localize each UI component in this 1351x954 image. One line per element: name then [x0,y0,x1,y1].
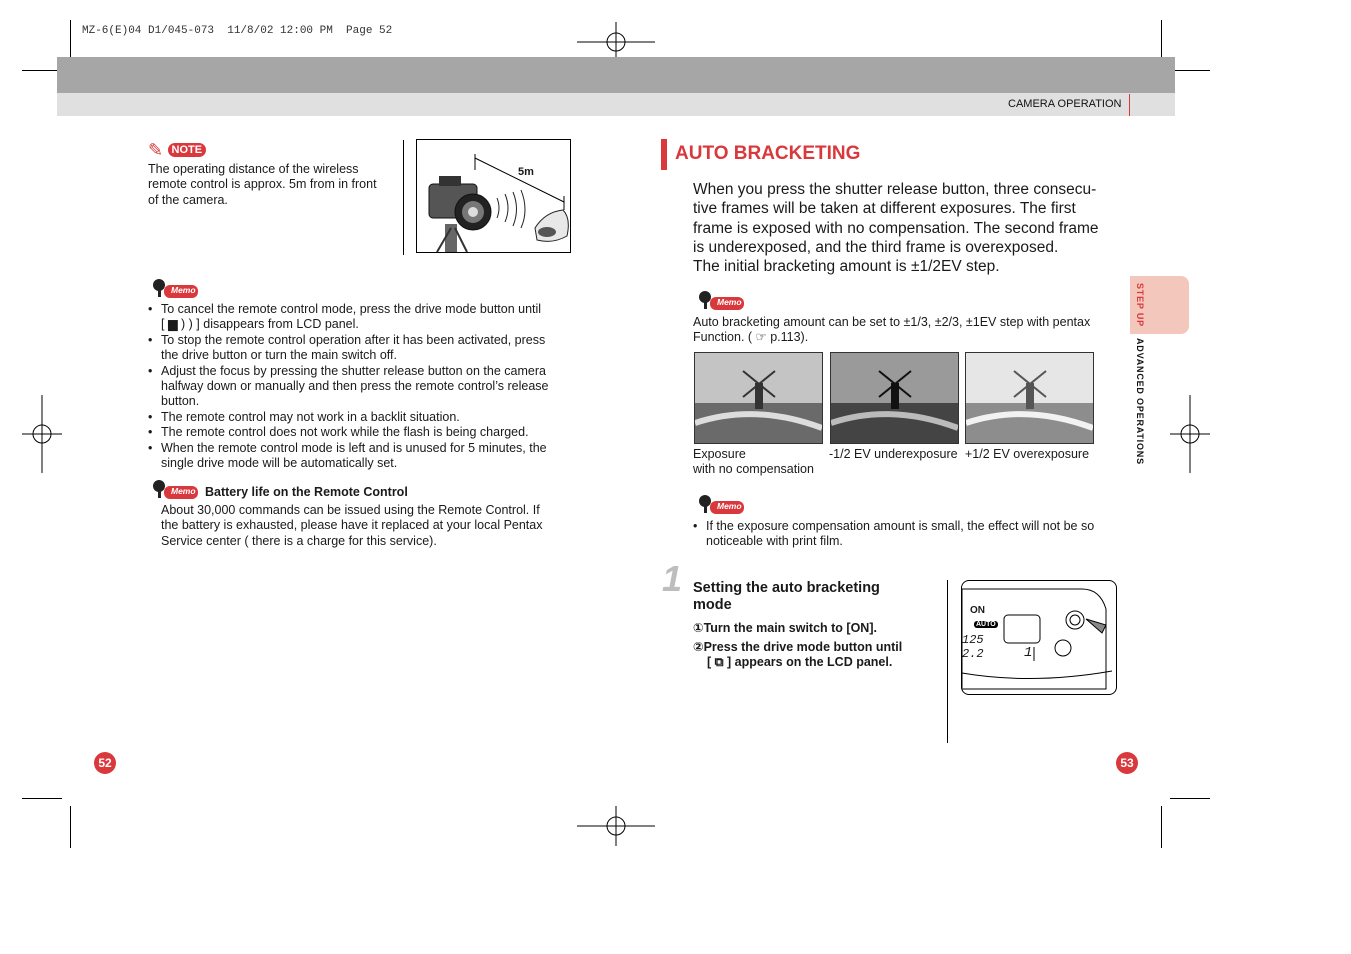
text-line: When you press the shutter release button, three consecu- [693,181,1097,198]
memo1-list [148,302,568,471]
text-line: the drive button or turn the main switch off. [161,348,398,363]
lcd-auto-label: AUTO [976,621,996,628]
text-line: Exposure [693,447,746,461]
windmill-image [966,353,1093,443]
lcd-shutter: 125 [962,633,984,647]
registration-mark-left [22,395,62,473]
list-item [148,441,568,472]
crop-mark [1161,20,1162,62]
header-bar [57,57,1175,93]
text-line: frame is exposed with no compensation. The second frame [693,219,1099,237]
text-line: is underexposed, and the third frame is overexposed. [693,238,1059,256]
text-line: ②Press the drive mode button until [693,640,903,654]
crop-mark [1161,806,1162,848]
text-line: • When the remote control mode is left and is unused for 5 minutes, the [161,440,547,455]
crop-mark [1170,70,1210,71]
photo-caption: +1/2 EV overexposure [965,447,1090,461]
distance-label: 5m [518,166,534,178]
text-line: • To stop the remote control operation after it has been activated, press [161,332,546,347]
memo-icon [696,289,746,311]
note-label: NOTE [168,143,207,157]
step-sub2 [693,640,902,670]
list-item [148,425,568,440]
step-sub1: ①Turn the main switch to [ON]. [693,621,877,635]
crop-mark [22,70,62,71]
windmill-image [695,353,822,443]
photo-underexposure [830,352,959,444]
step-number: 1 [662,558,683,599]
memo2-title: Battery life on the Remote Control [205,485,408,499]
text-line: of the camera. [148,192,228,207]
registration-mark-top [577,22,655,62]
photo-caption: -1/2 EV underexposure [829,447,958,461]
text-line: Service center ( there is a charge for this service). [161,533,437,548]
text-line: single drive mode will be automatically set. [161,456,398,471]
list-item [693,519,1123,550]
text-line: The initial bracketing amount is ±1/2EV step. [693,258,1000,276]
camera-top-drawing [962,581,1116,694]
text-line: with no compensation [693,462,814,476]
note-badge [148,140,206,160]
section-divider [1129,94,1130,116]
registration-mark-right [1170,395,1210,473]
page-number-left: 52 [94,752,116,774]
paperclip-icon: ✎ [148,140,164,160]
step-title [693,580,880,614]
intro-text [693,180,1123,276]
lcd-on-label: ON [970,605,985,616]
lcd-frame: 1 [1024,645,1033,661]
text-line: Function. ( ☞ p.113). [693,330,809,345]
crop-mark [70,20,71,62]
section-label: CAMERA OPERATION [1008,98,1122,110]
photo-overexposure [965,352,1094,444]
remote-illustration [416,139,571,253]
memo-label: Memo [171,285,196,295]
memo-label: Memo [171,486,196,496]
text-line: remote control is approx. 5m from in front [148,177,377,192]
camera-remote-drawing [417,140,570,252]
lcd-illustration [961,580,1117,695]
column-rule [403,140,404,255]
print-slug: MZ-6(E)04 D1/045-073 11/8/02 12:00 PM Page 52 [82,25,393,37]
memo-icon [150,277,200,299]
list-item [148,333,568,364]
title-accent-bar [661,139,667,170]
windmill-image [831,353,958,443]
text-line: • To cancel the remote control mode, press the drive mode button until [161,302,542,316]
text-line: [ ▆ ) ) ] disappears from LCD panel. [161,317,359,332]
text-line: • Adjust the focus by pressing the shutter release button on the camera [161,363,546,378]
crop-mark [1170,798,1210,799]
text-line: tive frames will be taken at different exposures. The first [693,200,1076,218]
text-line: the battery is exhausted, please have it replaced at your local Pentax [161,518,543,533]
memo-bracketing-text [693,315,1123,346]
list-item [148,302,568,333]
memo-print-film [693,519,1123,550]
text-line: [ ⧉ ] appears on the LCD panel. [707,655,893,669]
text-line: • If the exposure compensation amount is small, the effect will not be so [706,519,1095,533]
text-line: • The remote control does not work while the flash is being charged. [161,425,529,440]
column-rule [947,580,948,743]
side-section-label: ADVANCED OPERATIONS [1135,338,1145,465]
note-text [148,162,398,208]
photo-no-compensation [694,352,823,444]
text-line: The operating distance of the wireless [148,162,359,176]
memo-icon [150,478,200,500]
lcd-aperture: 2.2 [962,647,984,661]
text-line: halfway down or manually and then press the remote control’s release [161,379,549,394]
memo-icon [696,493,746,515]
text-line: Auto bracketing amount can be set to ±1/3, ±2/3, ±1EV step with pentax [693,315,1091,329]
page-title: AUTO BRACKETING [675,143,861,164]
side-tab-label: STEP UP [1135,283,1145,327]
memo2-text [161,503,571,549]
list-item [148,364,568,410]
registration-mark-bottom [577,806,655,846]
list-item [148,410,568,425]
text-line: • The remote control may not work in a backlit situation. [161,409,460,424]
memo-label: Memo [717,297,742,307]
text-line: mode [693,597,732,613]
crop-mark [70,806,71,848]
page-number-right: 53 [1116,752,1138,774]
memo-label: Memo [717,501,742,511]
text-line: About 30,000 commands can be issued using the Remote Control. If [161,503,540,517]
photo-caption [693,447,814,477]
crop-mark [22,798,62,799]
text-line: Setting the auto bracketing [693,580,880,596]
text-line: noticeable with print film. [706,534,843,549]
text-line: button. [161,394,200,409]
